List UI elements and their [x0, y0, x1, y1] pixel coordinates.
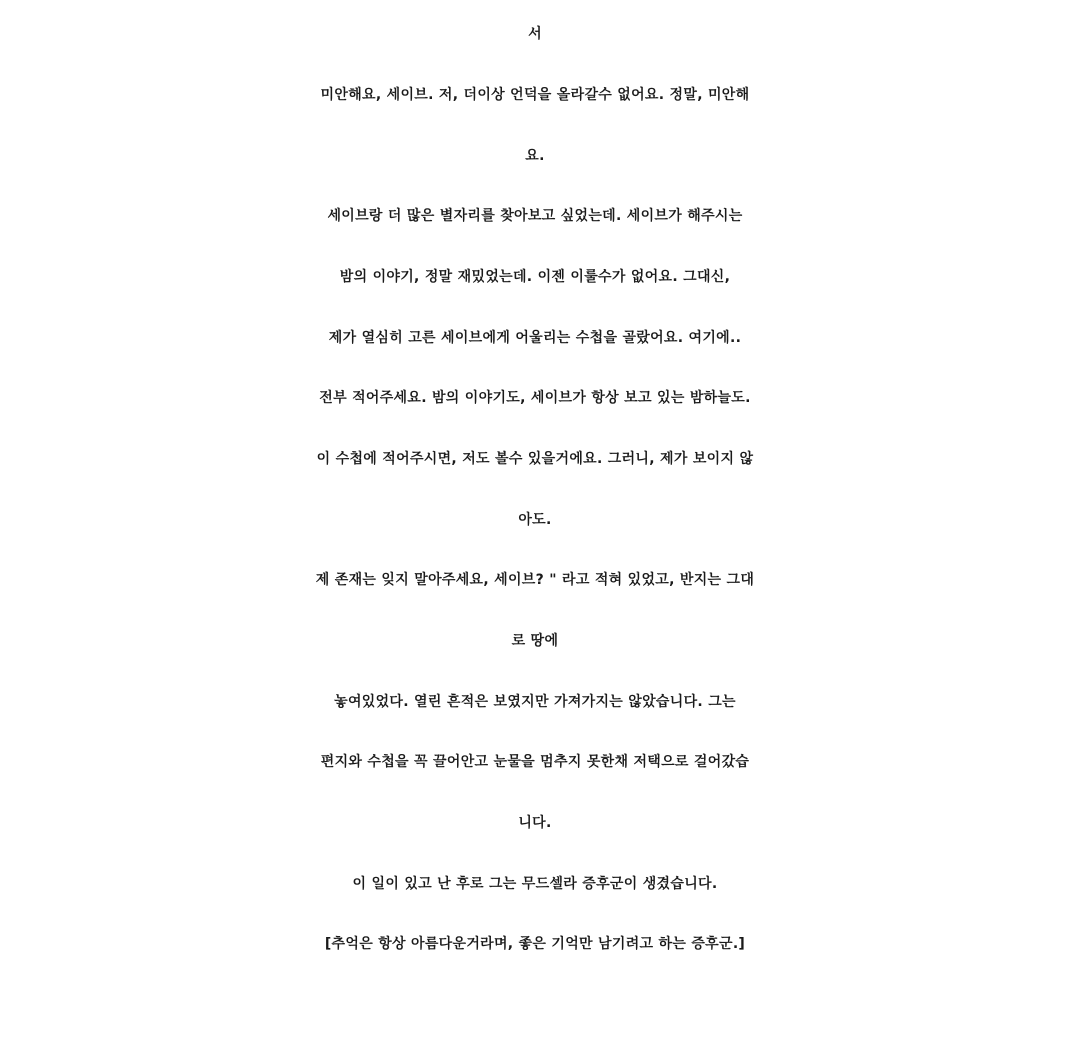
text-line: 로 땅에: [511, 633, 559, 649]
text-line: 요.: [525, 148, 545, 164]
text-line: 제가 열심히 고른 세이브에게 어울리는 수첩을 골랐어요. 여기에..: [328, 330, 742, 346]
text-line: 놓여있었다. 열린 흔적은 보였지만 가져가지는 않았습니다. 그는: [334, 694, 736, 710]
text-line: 이 일이 있고 난 후로 그는 무드셀라 증후군이 생겼습니다.: [352, 876, 718, 892]
text-line: 니다.: [518, 815, 552, 831]
text-line: 아도.: [518, 512, 552, 528]
text-line: 미안해요, 세이브. 저, 더이상 언덕을 올라갈수 없어요. 정말, 미안해: [320, 87, 750, 103]
text-line: [추억은 항상 아름다운거라며, 좋은 기억만 남기려고 하는 증후군.]: [324, 936, 746, 952]
text-line: 서: [528, 26, 542, 42]
text-line: 밤의 이야기, 정말 재밌었는데. 이젠 이룰수가 없어요. 그대신,: [339, 269, 731, 285]
text-line: 이 수첩에 적어주시면, 저도 볼수 있을거에요. 그러니, 제가 보이지 않: [316, 451, 754, 467]
text-line: 제 존재는 잊지 말아주세요, 세이브? " 라고 적혀 있었고, 반지는 그대: [315, 572, 755, 588]
text-line: 편지와 수첩을 꼭 끌어안고 눈물을 멈추지 못한채 저택으로 걸어갔습: [320, 754, 750, 770]
text-line: 전부 적어주세요. 밤의 이야기도, 세이브가 항상 보고 있는 밤하늘도.: [319, 390, 751, 406]
text-line: 세이브랑 더 많은 별자리를 찾아보고 싶었는데. 세이브가 해주시는: [327, 208, 743, 224]
